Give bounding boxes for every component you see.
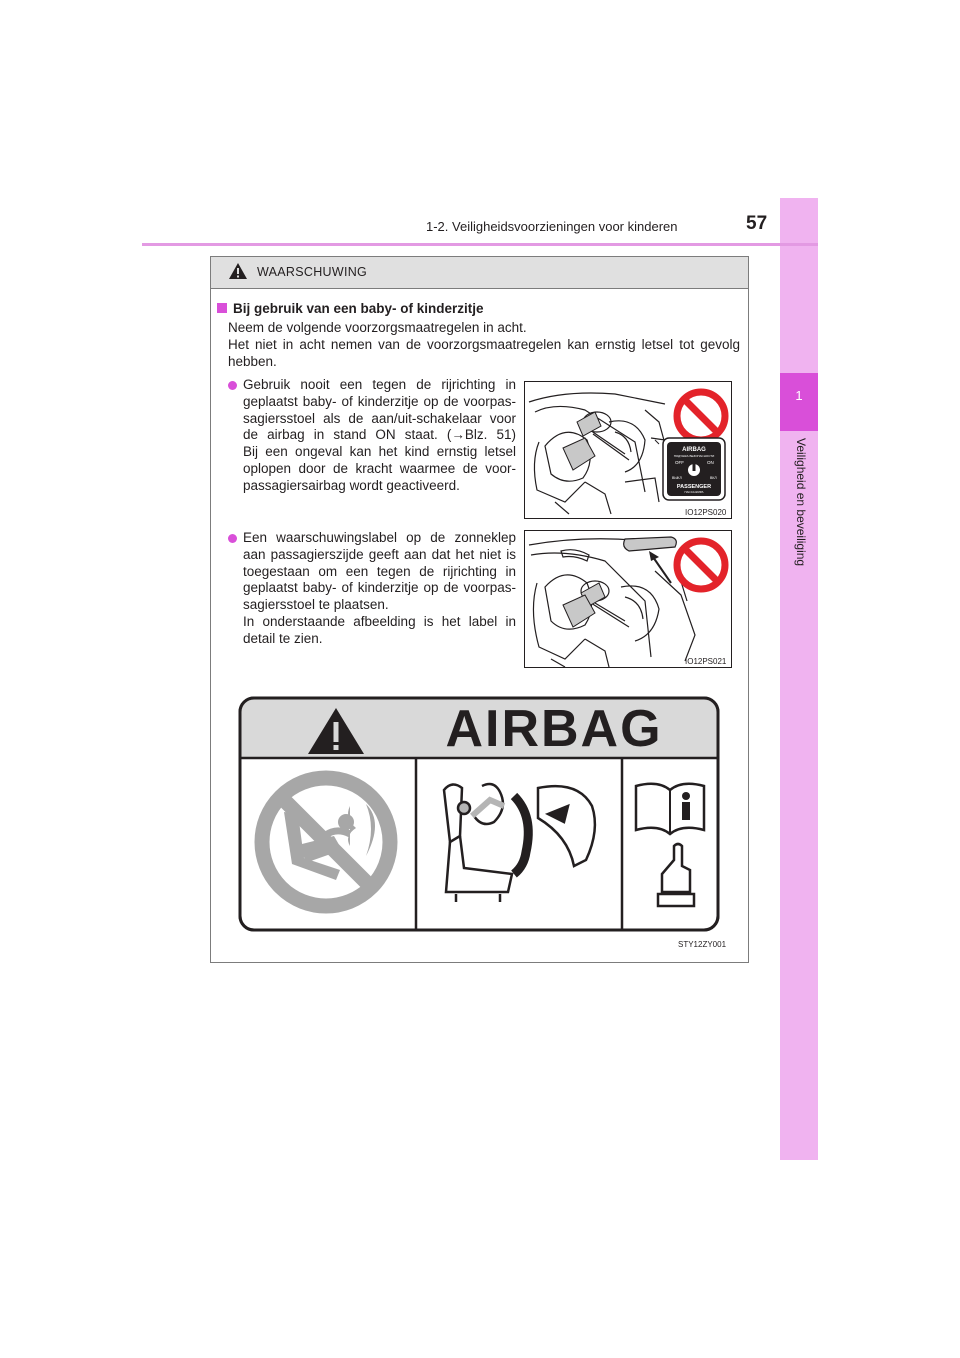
bullet-line: geplaatst baby- of kinderzitje op de voorpas-: [243, 580, 516, 596]
switch-label-top-sub: ПОДУШКА БЕЗОПАСНОСТИ: [673, 454, 715, 458]
bullet-line: aan passagierszijde geeft aan dat het niet is: [243, 546, 516, 562]
figure-sun-visor: [524, 530, 732, 668]
warning-subhead: Bij gebruik van een baby- of kinderzitje: [217, 301, 484, 316]
bullet-line: detail te zien.: [243, 630, 323, 646]
switch-label-bottom-sub: ПАССАЖИРА: [684, 490, 704, 494]
sun-visor-illustration: [525, 531, 731, 667]
switch-label-on-ru: ВКЛ: [710, 476, 717, 480]
bullet-line: sagiersstoel te plaatsen.: [243, 597, 389, 613]
intro-line: hebben.: [228, 354, 277, 369]
bullet-line: Een waarschuwingslabel op de zonneklep: [243, 530, 516, 545]
label-airbag-word: AIRBAG: [445, 700, 663, 758]
switch-label-bottom: PASSENGER: [676, 484, 712, 490]
bullet-dot-icon: [228, 534, 237, 543]
warning-header: [211, 257, 748, 289]
intro-line: Neem de volgende voorzorgsmaatregelen in acht.: [228, 320, 527, 335]
bullet-line: toegestaan om een tegen de rijrichting in: [243, 563, 516, 579]
chapter-label: Veiligheid en beveiliging: [794, 438, 808, 567]
figure-code: IO12PS020: [685, 508, 727, 517]
switch-label-off: OFF: [675, 460, 684, 465]
header-rule: [142, 243, 818, 246]
switch-label-on: ON: [707, 460, 714, 465]
bullet-item: [228, 530, 516, 648]
intro-line: Het niet in acht nemen van de voorzorgsmaatregelen kan ernstig letsel tot gevolg: [228, 337, 740, 352]
bullet-line: oplopen door de kracht waarmee de voor-: [243, 460, 516, 476]
figure-code: IO12PS021: [685, 657, 727, 666]
bullet-item: [228, 377, 516, 495]
car-interior-illustration: [525, 382, 731, 518]
chapter-side-tab: [780, 198, 818, 1160]
label-figure-code: STY12ZY001: [678, 940, 727, 949]
bullet-line: In onderstaande afbeelding is het label in: [243, 613, 516, 629]
bullet-line: passagiersairbag wordt geactiveerd.: [243, 477, 460, 493]
figure-airbag-switch: [524, 381, 732, 519]
switch-label-off-ru: ВЫКЛ: [672, 476, 682, 480]
switch-label-top: AIRBAG: [682, 447, 706, 453]
warning-triangle-icon: [228, 262, 248, 280]
subhead-square-icon: [217, 303, 227, 313]
bullet-line: Gebruik nooit een tegen de rijrichting in: [243, 377, 516, 392]
bullet-dot-icon: [228, 381, 237, 390]
bullet-line: geplaatst baby- of kinderzitje op de voorpas-: [243, 393, 516, 409]
bullet-line: Bij een ongeval kan het kind ernstig letsel: [243, 444, 516, 460]
section-title: 1-2. Veiligheidsvoorzieningen voor kinderen: [426, 219, 678, 234]
bullet-line: sagiersstoel als de aan/uit-schakelaar voor: [243, 410, 516, 426]
bullet-line: de airbag in stand ON staat. (→Blz. 51): [243, 427, 516, 443]
warning-title: WAARSCHUWING: [257, 265, 368, 279]
chapter-number: 1: [795, 388, 803, 403]
page-number: 57: [746, 213, 768, 234]
airbag-warning-label: [238, 696, 720, 932]
